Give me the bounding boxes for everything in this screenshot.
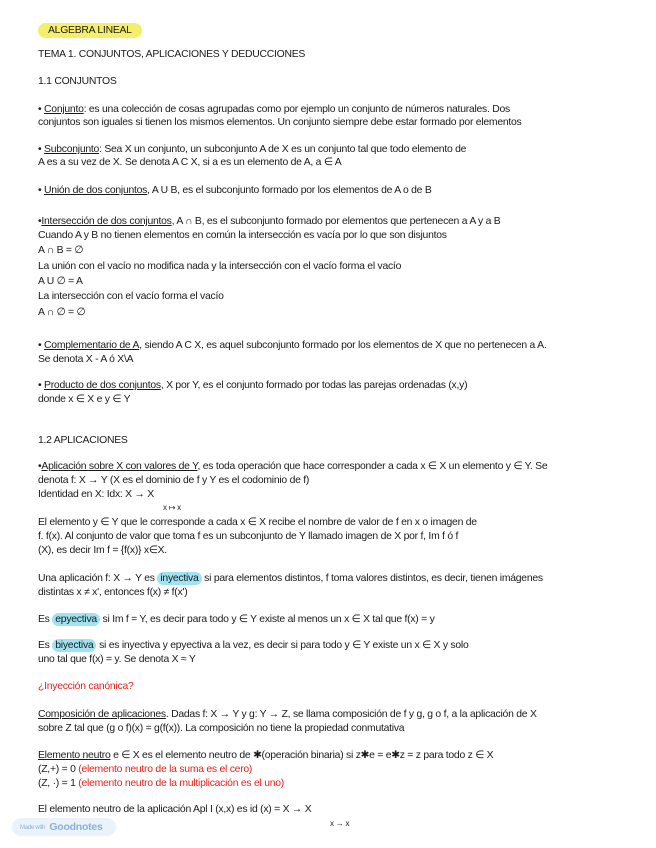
biyectiva-line-1	[38, 640, 468, 652]
interseccion-line-5: A U ∅ = A	[38, 276, 83, 287]
bullet: •	[38, 216, 42, 227]
inyectiva-post: si para elementos distintos, f toma valores distintos, es decir, tienen imágenes	[201, 573, 543, 584]
aplicacion-line-2: denota f: X → Y (X es el dominio de f y Y es el codominio de f)	[38, 475, 310, 486]
interseccion-line-1	[38, 216, 501, 228]
aplicacion-line-3: Identidad en X: Idx: X → X	[38, 489, 154, 500]
interseccion-line-4: La unión con el vacío no modifica nada y la intersección con el vacío forma el vacío	[38, 261, 402, 272]
complementario-line-2: Se denota X - A ó X\A	[38, 354, 134, 365]
neutro-text: e ∈ X es el elemento neutro de ✱(operación binaria) si z✱e = e✱z = z para todo z ∈ X	[110, 750, 494, 761]
bullet: •	[38, 340, 42, 351]
epyectiva-line-1	[38, 614, 435, 626]
aplicacion-term: Aplicación sobre X con valores de Y	[41, 461, 198, 472]
neutro-suma-note: (elemento neutro de la suma es el cero)	[78, 764, 253, 775]
union-line-1	[38, 185, 432, 197]
producto-text: , X por Y, es el conjunto formado por todas las parejas ordenadas (x,y)	[160, 380, 468, 391]
aplicacion-line-6: (X), es decir Im f = {f(x)} x∈X.	[38, 545, 167, 556]
union-term: Unión de dos conjuntos	[44, 185, 148, 196]
composicion-line-1	[38, 709, 537, 721]
conjunto-line-2: conjuntos son iguales si tienen los mismos elementos. Un conjunto siempre debe estar formado por elementos	[38, 117, 522, 128]
biyectiva-post: si es inyectiva y epyectiva a la vez, es decir si para todo y ∈ Y existe un x ∈ X y solo	[96, 640, 469, 651]
complementario-term: Complementario de A	[44, 340, 140, 351]
complementario-text: , siendo A C X, es aquel subconjunto formado por los elementos de X que no pertenecen a A.	[139, 340, 547, 351]
inyectiva-pre: Una aplicación f: X → Y es	[38, 573, 158, 584]
conjunto-text: : es una colección de cosas agrupadas como por ejemplo un conjunto de números naturales. Dos	[83, 104, 510, 115]
neutro-line-4-sub: x → x	[330, 819, 350, 828]
neutro-suma: (Z,+) = 0	[38, 764, 79, 775]
aplicacion-text: , es toda operación que hace corresponder a cada x ∈ X un elemento y ∈ Y. Se	[197, 461, 548, 472]
course-title	[38, 25, 142, 37]
composicion-term: Composición de aplicaciones	[38, 709, 166, 720]
aplicacion-line-3-sub: x ↦ x	[163, 503, 181, 512]
epyectiva-pre: Es	[38, 614, 53, 625]
neutro-line-2	[38, 764, 252, 776]
conjunto-line-1	[38, 104, 510, 116]
subconjunto-term: Subconjunto	[44, 144, 100, 155]
producto-term: Producto de dos conjuntos	[44, 380, 161, 391]
interseccion-term: Intersección de dos conjuntos	[41, 216, 172, 227]
course-title-highlight: ALGEBRA LINEAL	[38, 23, 142, 38]
biyectiva-pre: Es	[38, 640, 53, 651]
badge-goodnotes: Goodnotes	[49, 821, 103, 833]
interseccion-line-7: A ∩ ∅ = ∅	[38, 307, 86, 318]
inyectiva-line-1	[38, 573, 543, 585]
neutro-line-3	[38, 778, 284, 790]
goodnotes-badge	[12, 818, 116, 836]
neutro-mult: (Z, ·) = 1	[38, 778, 79, 789]
producto-line-2: donde x ∈ X e y ∈ Y	[38, 394, 131, 405]
interseccion-line-2: Cuando A y B no tienen elementos en común la intersección es vacía por lo que son disjuntos	[38, 230, 447, 241]
neutro-term: Elemento neutro	[38, 750, 111, 761]
bullet: •	[38, 144, 42, 155]
interseccion-line-6: La intersección con el vacío forma el vacío	[38, 291, 224, 302]
interseccion-line-3: A ∩ B = ∅	[38, 245, 84, 256]
biyectiva-term: biyectiva	[52, 639, 96, 652]
section-1-1-heading: 1.1 CONJUNTOS	[38, 76, 117, 87]
conjunto-term: Conjunto	[44, 104, 84, 115]
section-1-2-heading: 1.2 APLICACIONES	[38, 435, 128, 446]
neutro-line-4: El elemento neutro de la aplicación Apl I (x,x) es id (x) = X → X	[38, 804, 312, 815]
epyectiva-post: si Im f = Y, es decir para todo y ∈ Y existe al menos un x ∈ X tal que f(x) = y	[99, 614, 435, 625]
neutro-mult-note: (elemento neutro de la multiplicación es el uno)	[78, 778, 285, 789]
producto-line-1	[38, 380, 467, 392]
tema-heading: TEMA 1. CONJUNTOS, APLICACIONES Y DEDUCCIONES	[38, 49, 306, 60]
interseccion-text: , A ∩ B, es el subconjunto formado por elementos que pertenecen a A y a B	[171, 216, 501, 227]
bullet: •	[38, 104, 42, 115]
aplicacion-line-1	[38, 461, 547, 473]
inyeccion-canonica-question: ¿Inyección canónica?	[38, 681, 134, 692]
bullet: •	[38, 185, 42, 196]
subconjunto-text: : Sea X un conjunto, un subconjunto A de X es un conjunto tal que todo elemento de	[99, 144, 467, 155]
union-text: , A U B, es el subconjunto formado por los elementos de A o de B	[147, 185, 432, 196]
neutro-line-1	[38, 750, 493, 762]
aplicacion-line-4: El elemento y ∈ Y que le corresponde a cada x ∈ X recibe el nombre de valor de f en x o imagen de	[38, 517, 477, 528]
epyectiva-term: epyectiva	[52, 613, 100, 626]
badge-made-with: Made with	[20, 825, 46, 831]
subconjunto-line-2: A es a su vez de X. Se denota A C X, si a es un elemento de A, a ∈ A	[38, 157, 342, 168]
inyectiva-term: inyectiva	[157, 572, 201, 585]
composicion-line-2: sobre Z tal que (g o f)(x) = g(f(x)). La composición no tiene la propiedad conmutativa	[38, 723, 405, 734]
composicion-text: . Dadas f: X → Y y g: Y → Z, se llama composición de f y g, g o f, a la aplicación de X	[165, 709, 537, 720]
subconjunto-line-1	[38, 144, 466, 156]
bullet: •	[38, 380, 42, 391]
inyectiva-line-2: distintas x ≠ x', entonces f(x) ≠ f(x')	[38, 587, 188, 598]
aplicacion-line-5: f. f(x). Al conjunto de valor que toma f es un subconjunto de Y llamado imagen de X por f, Im f ó f	[38, 531, 459, 542]
bullet: •	[38, 461, 42, 472]
complementario-line-1	[38, 340, 546, 352]
biyectiva-line-2: uno tal que f(x) = y. Se denota X ≈ Y	[38, 654, 196, 665]
